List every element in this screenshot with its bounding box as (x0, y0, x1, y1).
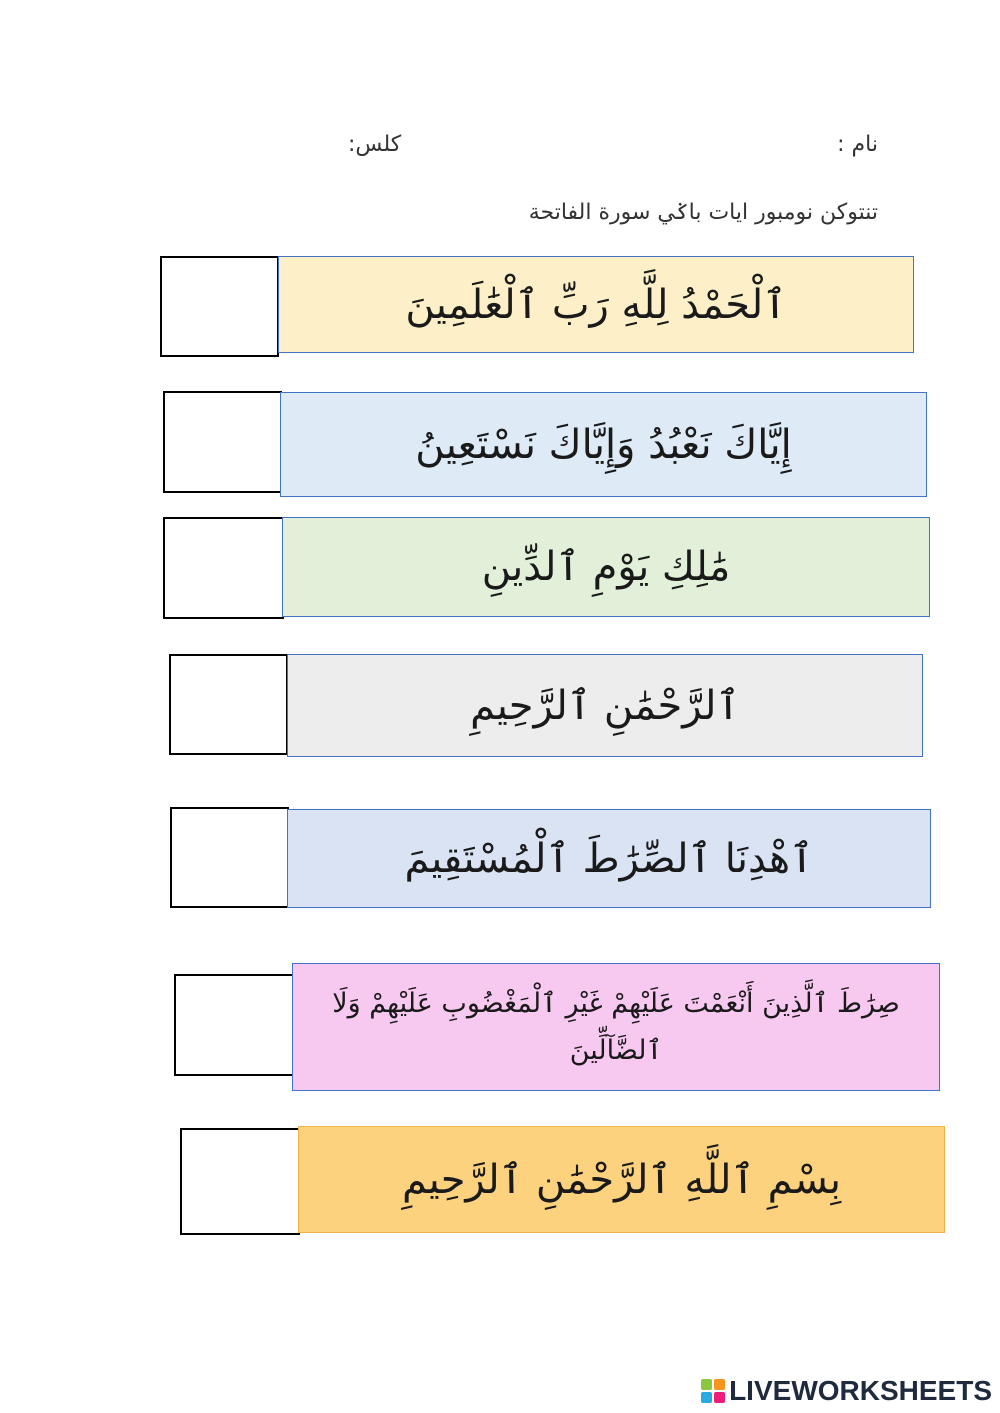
answer-box-7[interactable] (180, 1128, 300, 1235)
liveworksheets-logo[interactable] (701, 1375, 992, 1407)
answer-box-1[interactable] (160, 256, 279, 357)
logo-square-3 (701, 1392, 712, 1403)
verse-band-7: بِسْمِ ٱللَّهِ ٱلرَّحْمَٰنِ ٱلرَّحِيمِ (298, 1126, 945, 1233)
answer-box-2[interactable] (163, 391, 282, 493)
verse-band-1: ٱلْحَمْدُ لِلَّهِ رَبِّ ٱلْعَٰلَمِينَ (278, 256, 914, 353)
logo-square-1 (701, 1379, 712, 1390)
answer-box-6[interactable] (174, 974, 294, 1076)
answer-box-5[interactable] (170, 807, 289, 908)
liveworksheets-logo-icon (701, 1379, 725, 1403)
verse-band-5: ٱهْدِنَا ٱلصِّرَٰطَ ٱلْمُسْتَقِيمَ (287, 809, 931, 908)
logo-text: LIVEWORKSHEETS (729, 1375, 992, 1406)
logo-square-2 (714, 1379, 725, 1390)
verse-band-3: مَٰلِكِ يَوْمِ ٱلدِّينِ (282, 517, 930, 617)
answer-box-4[interactable] (169, 654, 288, 755)
class-label: كلس: (348, 132, 402, 157)
verse-band-2: إِيَّاكَ نَعْبُدُ وَإِيَّاكَ نَسْتَعِينُ (280, 392, 927, 497)
verse-band-4: ٱلرَّحْمَٰنِ ٱلرَّحِيمِ (287, 654, 923, 757)
logo-square-4 (714, 1392, 725, 1403)
name-label: نام : (837, 132, 878, 157)
answer-box-3[interactable] (163, 517, 284, 619)
verse-band-6: صِرَٰطَ ٱلَّذِينَ أَنْعَمْتَ عَلَيْهِمْ غَيْرِ ٱلْمَغْضُوبِ عَلَيْهِمْ وَلَا ٱلضَّآلِّينَ (292, 963, 940, 1091)
instruction-text: تنتوكن نومبور ايات باݢي سورة الفاتحة (528, 200, 878, 225)
